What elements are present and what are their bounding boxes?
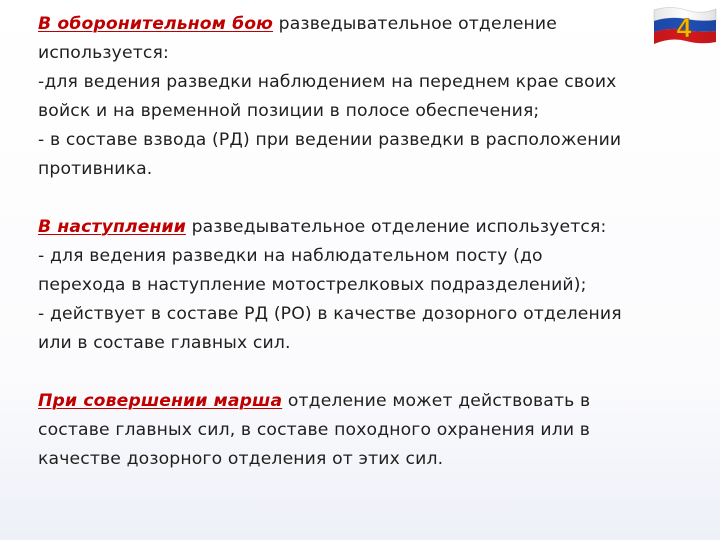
defense-section [38,10,700,184]
march-heading: При совершении марша [38,391,283,411]
march-line: составе главных сил, в составе походного охранения или в [38,420,591,440]
offense-first-line [38,213,700,242]
defense-line: -для ведения разведки наблюдением на переднем крае своих [38,72,617,92]
march-line: качестве дозорного отделения от этих сил. [38,449,444,469]
defense-first-line [38,10,700,39]
defense-line: - в составе взвода (РД) при ведении разведки в расположении [38,130,622,150]
slide-number: 4 [676,13,692,43]
offense-heading: В наступлении [38,217,186,237]
offense-section [38,213,700,358]
march-first-line-rest: отделение может действовать в [282,391,591,411]
defense-first-line-rest: разведывательное отделение [273,14,557,34]
defense-heading: В оборонительном бою [38,14,274,34]
offense-line: - для ведения разведки на наблюдательном посту (до [38,246,543,266]
march-section [38,387,700,474]
offense-first-line-rest: разведывательное отделение используется: [185,217,607,237]
offense-line: или в составе главных сил. [38,333,291,353]
offense-line: перехода в наступление мотострелковых подразделений); [38,275,587,295]
content-text [38,10,700,474]
defense-line: используется: [38,43,169,63]
offense-line: - действует в составе РД (РО) в качестве дозорного отделения [38,304,622,324]
defense-line: противника. [38,159,153,179]
defense-line: войск и на временной позиции в полосе обеспечения; [38,101,540,121]
march-first-line [38,387,700,416]
